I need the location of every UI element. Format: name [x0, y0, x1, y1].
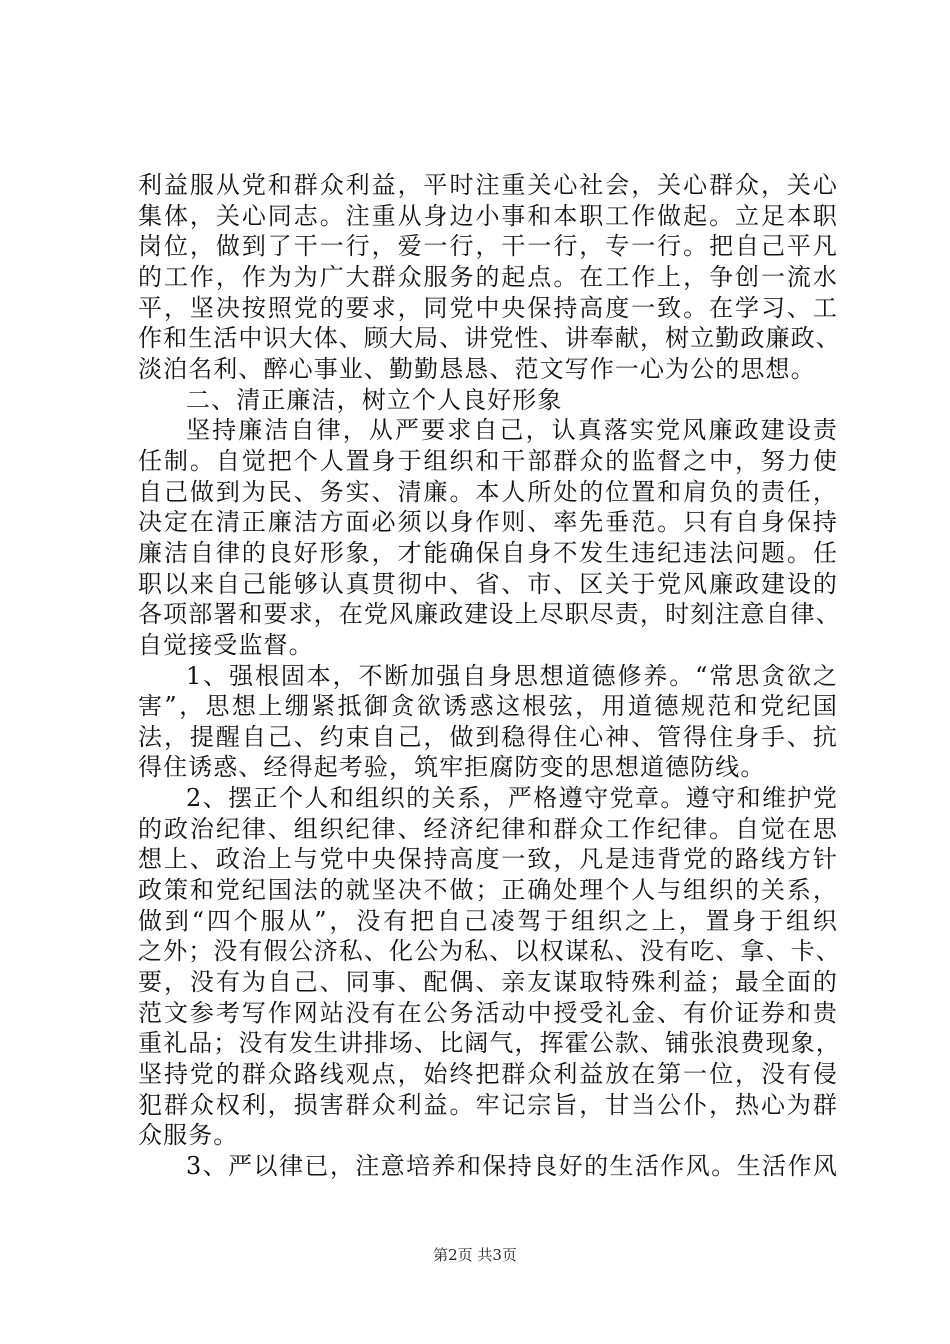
text-line: 廉洁自律的良好形象，才能确保自身不发生违纪违法问题。任 [138, 538, 838, 567]
text-line: 要，没有为自己、同事、配偶、亲友谋取特殊利益；最全面的 [138, 968, 838, 997]
text-line: 1、强根固本，不断加强自身思想道德修养。“常思贪欲之 [186, 661, 838, 690]
text-line: 自觉接受监督。 [138, 630, 314, 659]
text-line: 淡泊名利、醉心事业、勤勤恳恳、范文写作一心为公的思想。 [138, 354, 816, 383]
text-line: 岗位，做到了干一行，爱一行，干一行，专一行。把自己平凡 [138, 232, 838, 261]
text-line: 坚持廉洁自律，从严要求自己，认真落实党风廉政建设责 [186, 416, 838, 445]
text-line: 害”，思想上绷紧抵御贪欲诱惑这根弦，用道德规范和党纪国 [138, 692, 838, 721]
document-body [138, 170, 841, 1182]
text-line: 得住诱惑、经得起考验，筑牢拒腐防变的思想道德防线。 [138, 753, 766, 782]
text-line: 作和生活中识大体、顾大局、讲党性、讲奉献，树立勤政廉政、 [138, 324, 841, 353]
text-line: 决定在清正廉洁方面必须以身作则、率先垂范。只有自身保持 [138, 508, 838, 537]
text-line: 平，坚决按照党的要求，同党中央保持高度一致。在学习、工 [138, 293, 838, 322]
text-line: 利益服从党和群众利益，平时注重关心社会，关心群众，关心 [138, 171, 838, 199]
page-number-footer: 第2页 共3页 [433, 1246, 517, 1264]
text-line: 之外；没有假公济私、化公为私、以权谋私、没有吃、拿、卡、 [138, 937, 841, 966]
text-line: 3、严以律已，注意培养和保持良好的生活作风。生活作风 [186, 1152, 838, 1180]
text-line: 做到“四个服从”，没有把自己凌驾于组织之上，置身于组织 [138, 906, 838, 935]
text-line: 职以来自己能够认真贯彻中、省、市、区关于党风廉政建设的 [138, 569, 838, 598]
text-line: 的政治纪律、组织纪律、经济纪律和群众工作纪律。自觉在思 [138, 814, 838, 843]
text-line: 自己做到为民、务实、清廉。本人所处的位置和肩负的责任， [138, 477, 838, 506]
text-line: 法，提醒自己、约束自己，做到稳得住心神、管得住身手、抗 [138, 722, 838, 751]
text-line: 政策和党纪国法的就坚决不做；正确处理个人与组织的关系， [138, 876, 838, 905]
text-line: 集体，关心同志。注重从身边小事和本职工作做起。立足本职 [138, 201, 838, 230]
text-line: 重礼品；没有发生讲排场、比阔气，挥霍公款、铺张浪费现象， [138, 1029, 841, 1058]
text-line: 范文参考写作网站没有在公务活动中授受礼金、有价证券和贵 [138, 998, 838, 1027]
text-line: 任制。自觉把个人置身于组织和干部群众的监督之中，努力使 [138, 446, 838, 475]
text-line: 2、摆正个人和组织的关系，严格遵守党章。遵守和维护党 [186, 784, 838, 813]
text-line: 的工作，作为为广大群众服务的起点。在工作上，争创一流水 [138, 262, 838, 291]
text-line: 众服务。 [138, 1121, 239, 1150]
text-line: 各项部署和要求，在党风廉政建设上尽职尽责，时刻注意自律、 [138, 600, 841, 629]
text-line: 想上、政治上与党中央保持高度一致，凡是违背党的路线方针 [138, 845, 838, 874]
text-line: 犯群众权利，损害群众利益。牢记宗旨，甘当公仆，热心为群 [138, 1090, 838, 1119]
text-line: 二、清正廉洁，树立个人良好形象 [186, 385, 563, 414]
text-line: 坚持党的群众路线观点，始终把群众利益放在第一位，没有侵 [138, 1060, 838, 1089]
